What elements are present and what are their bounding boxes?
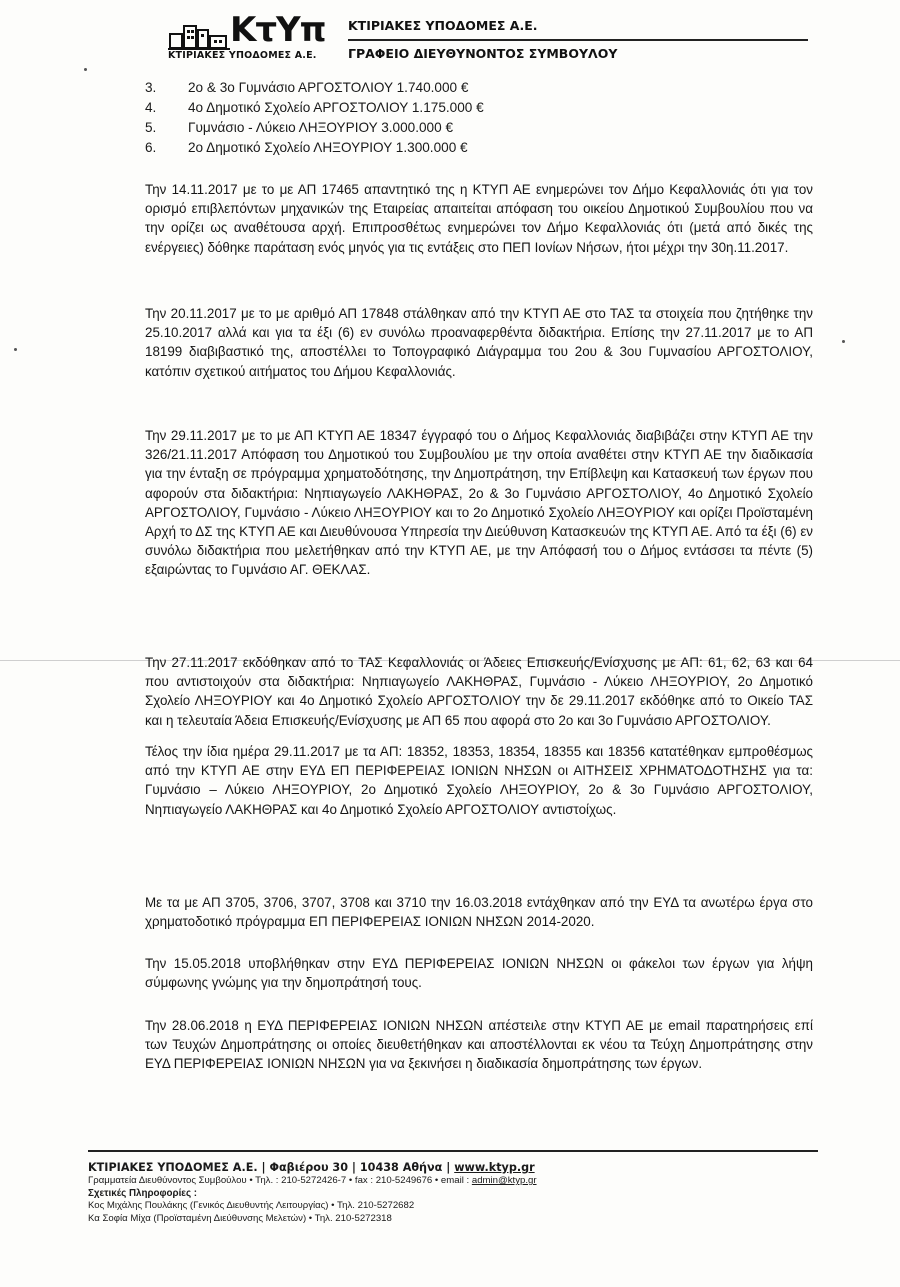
list-item-text: 4ο Δημοτικό Σχολείο ΑΡΓΟΣΤΟΛΙΟΥ 1.175.000 € — [188, 100, 484, 115]
footer-address: Φαβιέρου 30 — [269, 1161, 348, 1174]
scan-speck — [84, 68, 87, 71]
list-item-number: 3. — [145, 80, 157, 95]
footer-email-link[interactable]: admin@ktyp.gr — [471, 1175, 537, 1186]
paragraph: Την 27.11.2017 εκδόθηκαν από το ΤΑΣ Κεφαλλονιάς οι Άδειες Επισκευής/Ενίσχυσης με ΑΠ: 61, 62, 63 και 64 που αντιστοιχούν στα διδακτήρια: Νηπιαγωγείο ΛΑΚΗΘΡΑΣ, Γυμνάσιο - Λύκειο ΛΗΞΟΥΡΙΟΥ, 2ο Δημοτικό Σχολείο ΛΗΞΟΥΡΙΟΥ και 4ο Δημοτικό Σχολείο ΑΡΓΟΣΤΟΛΙΟΥ την δε 29.11.2017 εκδόθηκε από το Οικείο ΤΑΣ και η τελευταία Άδεια Επισκευής/Ενίσχυσης με ΑΠ 65 που αφορά στο 2ο και 3ο Γυμνάσιο ΑΡΓΟΣΤΟΛΙΟΥ. — [145, 655, 813, 728]
list-item-text: 2ο Δημοτικό Σχολείο ΛΗΞΟΥΡΙΟΥ 1.300.000 € — [188, 140, 468, 155]
footer-secretariat: Γραμματεία Διευθύνοντος Συμβούλου • Τηλ. : 210-5272426-7 • fax : 210-5249676 • email : admin@ktyp.gr — [88, 1175, 537, 1186]
paragraph: Την 14.11.2017 με το με ΑΠ 17465 απαντητικό της η ΚΤΥΠ ΑΕ ενημερώνει τον Δήμο Κεφαλλονιάς ότι για τον ορισμό επιβλεπόντων μηχανικών της Εταιρείας απαιτείται απόφαση του οικείου Δημοτικού Συμβουλίου που να την ορίζει ως αναθέτουσα αρχή. Επιπροσθέτως ενημερώνει τον Δήμο Κεφαλλονιάς ότι (μετά από δικές της ενέργειες) δόθηκε παράταση ενός μηνός για τις εντάξεις στο ΠΕΠ Ιονίων Νήσων, ήτοι μέχρι την 30η.11.2017. — [145, 182, 813, 255]
footer-postal: 10438 Αθήνα — [359, 1161, 443, 1174]
list-item — [145, 78, 785, 98]
logo-wordmark: ΚτΥπ — [230, 10, 326, 50]
buildings-icon — [168, 22, 230, 50]
paragraph: Την 15.05.2018 υποβλήθηκαν στην ΕΥΔ ΠΕΡΙΦΕΡΕΙΑΣ ΙΟΝΙΩΝ ΝΗΣΩΝ οι φάκελοι των έργων για λήψη σύμφωνης γνώμης για την δημοπράτησή τους. — [145, 956, 813, 991]
footer-website-link[interactable]: www.ktyp.gr — [454, 1161, 535, 1174]
school-budget-list — [145, 78, 785, 158]
footer-contact: Κος Μιχάλης Πουλάκης (Γενικός Διευθυντής Λειτουργίας) • Τηλ. 210-5272682 — [88, 1200, 415, 1212]
footer-address-line: ΚΤΙΡΙΑΚΕΣ ΥΠΟΔΟΜΕΣ Α.Ε. | Φαβιέρου 30 | 10438 Αθήνα | www.ktyp.gr — [88, 1161, 535, 1174]
paragraph: Την 28.06.2018 η ΕΥΔ ΠΕΡΙΦΕΡΕΙΑΣ ΙΟΝΙΩΝ ΝΗΣΩΝ απέστειλε στην ΚΤΥΠ ΑΕ με email παρατηρήσεις επί των Τευχών Δημοπράτησης οι οποίες διευθετήθηκαν και αποστέλλονται εκ νέου τα Τεύχη Δημοπράτησης στην ΕΥΔ ΠΕΡΙΦΕΡΕΙΑΣ ΙΟΝΙΩΝ ΝΗΣΩΝ για να ξεκινήσει η διαδικασία δημοπράτησης των έργων. — [145, 1018, 813, 1072]
company-name: ΚΤΙΡΙΑΚΕΣ ΥΠΟΔΟΜΕΣ Α.Ε. — [348, 18, 538, 33]
scan-speck — [842, 340, 845, 343]
paragraph: Με τα με ΑΠ 3705, 3706, 3707, 3708 και 3710 την 16.03.2018 εντάχθηκαν από την ΕΥΔ τα ανωτέρω έργα στο χρηματοδοτικό πρόγραμμα ΕΠ ΠΕΡΙΦΕΡΕΙΑΣ ΙΟΝΙΩΝ ΝΗΣΩΝ 2014-2020. — [145, 895, 813, 930]
list-item-number: 5. — [145, 120, 157, 135]
footer-info-label: Σχετικές Πληροφορίες : — [88, 1187, 198, 1199]
list-item — [145, 138, 785, 158]
scan-speck — [14, 348, 17, 351]
list-item-text: 2ο & 3ο Γυμνάσιο ΑΡΓΟΣΤΟΛΙΟΥ 1.740.000 € — [188, 80, 469, 95]
footer — [88, 1160, 828, 1225]
paragraph: Την 20.11.2017 με το με αριθμό ΑΠ 17848 στάλθηκαν από την ΚΤΥΠ ΑΕ στο ΤΑΣ τα στοιχεία που ζητήθηκε την 25.10.2017 αλλά και για τα έξι (6) εν συνόλω προαναφερθέντα διδακτήρια. Επίσης την 27.11.2017 με το ΑΠ 18199 διαβιβαστικό της, αποστέλλει το Τοπογραφικό Διάγραμμα του 2ου & 3ου Γυμνασίου ΑΡΓΟΣΤΟΛΙΟΥ, κατόπιν σχετικού αιτήματος του Δήμου Κεφαλλονιάς. — [145, 306, 813, 379]
footer-divider — [88, 1150, 818, 1152]
office-name: ΓΡΑΦΕΙΟ ΔΙΕΥΘΥΝΟΝΤΟΣ ΣΥΜΒΟΥΛΟΥ — [348, 46, 618, 61]
paragraph: Την 29.11.2017 με το με ΑΠ ΚΤΥΠ ΑΕ 18347 έγγραφό του ο Δήμος Κεφαλλονιάς διαβιβάζει στην ΚΤΥΠ ΑΕ την 326/21.11.2017 Απόφαση του Δημοτικού του Συμβουλίου με την οποία αναθέτει στην ΚΤΥΠ ΑΕ την διαδικασία για την ένταξη σε πρόγραμμα χρηματοδότησης, την Δημοπράτηση, την Επίβλεψη και Κατασκευή των έργων που αφορούν στα διδακτήρια: Νηπιαγωγείο ΛΑΚΗΘΡΑΣ, 2ο & 3ο Γυμνάσιο ΑΡΓΟΣΤΟΛΙΟΥ, 4ο Δημοτικό Σχολείο ΑΡΓΟΣΤΟΛΙΟΥ, Γυμνάσιο - Λύκειο ΛΗΞΟΥΡΙΟΥ και το 2ο Δημοτικό Σχολείο ΛΗΞΟΥΡΙΟΥ και ορίζει Προϊσταμένη Αρχή το ΔΣ της ΚΤΥΠ ΑΕ και Διευθύνουσα Υπηρεσία την Διεύθυνση Κατασκευών της ΚΤΥΠ ΑΕ. Από τα έξι (6) εν συνόλω διδακτήρια που μελετήθηκαν από την ΚΤΥΠ ΑΕ, με την Απόφασή του ο Δήμος εντάσσει τα πέντε (5) εξαιρώντας το Γυμνάσιο ΑΓ. ΘΕΚΛΑΣ. — [145, 428, 813, 578]
footer-company: ΚΤΙΡΙΑΚΕΣ ΥΠΟΔΟΜΕΣ Α.Ε. — [88, 1161, 258, 1174]
list-item — [145, 98, 785, 118]
paragraph: Τέλος την ίδια ημέρα 29.11.2017 με τα ΑΠ: 18352, 18353, 18354, 18355 και 18356 κατατέθηκαν εμπροθέσμως από την ΚΤΥΠ ΑΕ στην ΕΥΔ ΕΠ ΠΕΡΙΦΕΡΕΙΑΣ ΙΟΝΙΩΝ ΝΗΣΩΝ οι ΑΙΤΗΣΕΙΣ ΧΡΗΜΑΤΟΔΟΤΗΣΗΣ για τα: Γυμνάσιο – Λύκειο ΛΗΞΟΥΡΙΟΥ, 2ο Δημοτικό Σχολείο ΛΗΞΟΥΡΙΟΥ, 2ο & 3ο Γυμνάσιο ΑΡΓΟΣΤΟΛΙΟΥ, Νηπιαγωγείο ΛΑΚΗΘΡΑΣ και 4ο Δημοτικό Σχολείο ΑΡΓΟΣΤΟΛΙΟΥ αντιστοίχως. — [145, 744, 813, 817]
company-logo — [168, 10, 346, 64]
list-item-text: Γυμνάσιο - Λύκειο ΛΗΞΟΥΡΙΟΥ 3.000.000 € — [188, 120, 454, 135]
list-item — [145, 118, 785, 138]
logo-subtitle: ΚΤΙΡΙΑΚΕΣ ΥΠΟΔΟΜΕΣ Α.Ε. — [168, 50, 317, 61]
footer-contact: Κα Σοφία Μίχα (Προϊσταμένη Διεύθυνσης Μελετών) • Τηλ. 210-5272318 — [88, 1212, 392, 1224]
letterhead-divider — [348, 39, 808, 41]
list-item-number: 4. — [145, 100, 157, 115]
list-item-number: 6. — [145, 140, 157, 155]
letterhead — [168, 10, 808, 64]
